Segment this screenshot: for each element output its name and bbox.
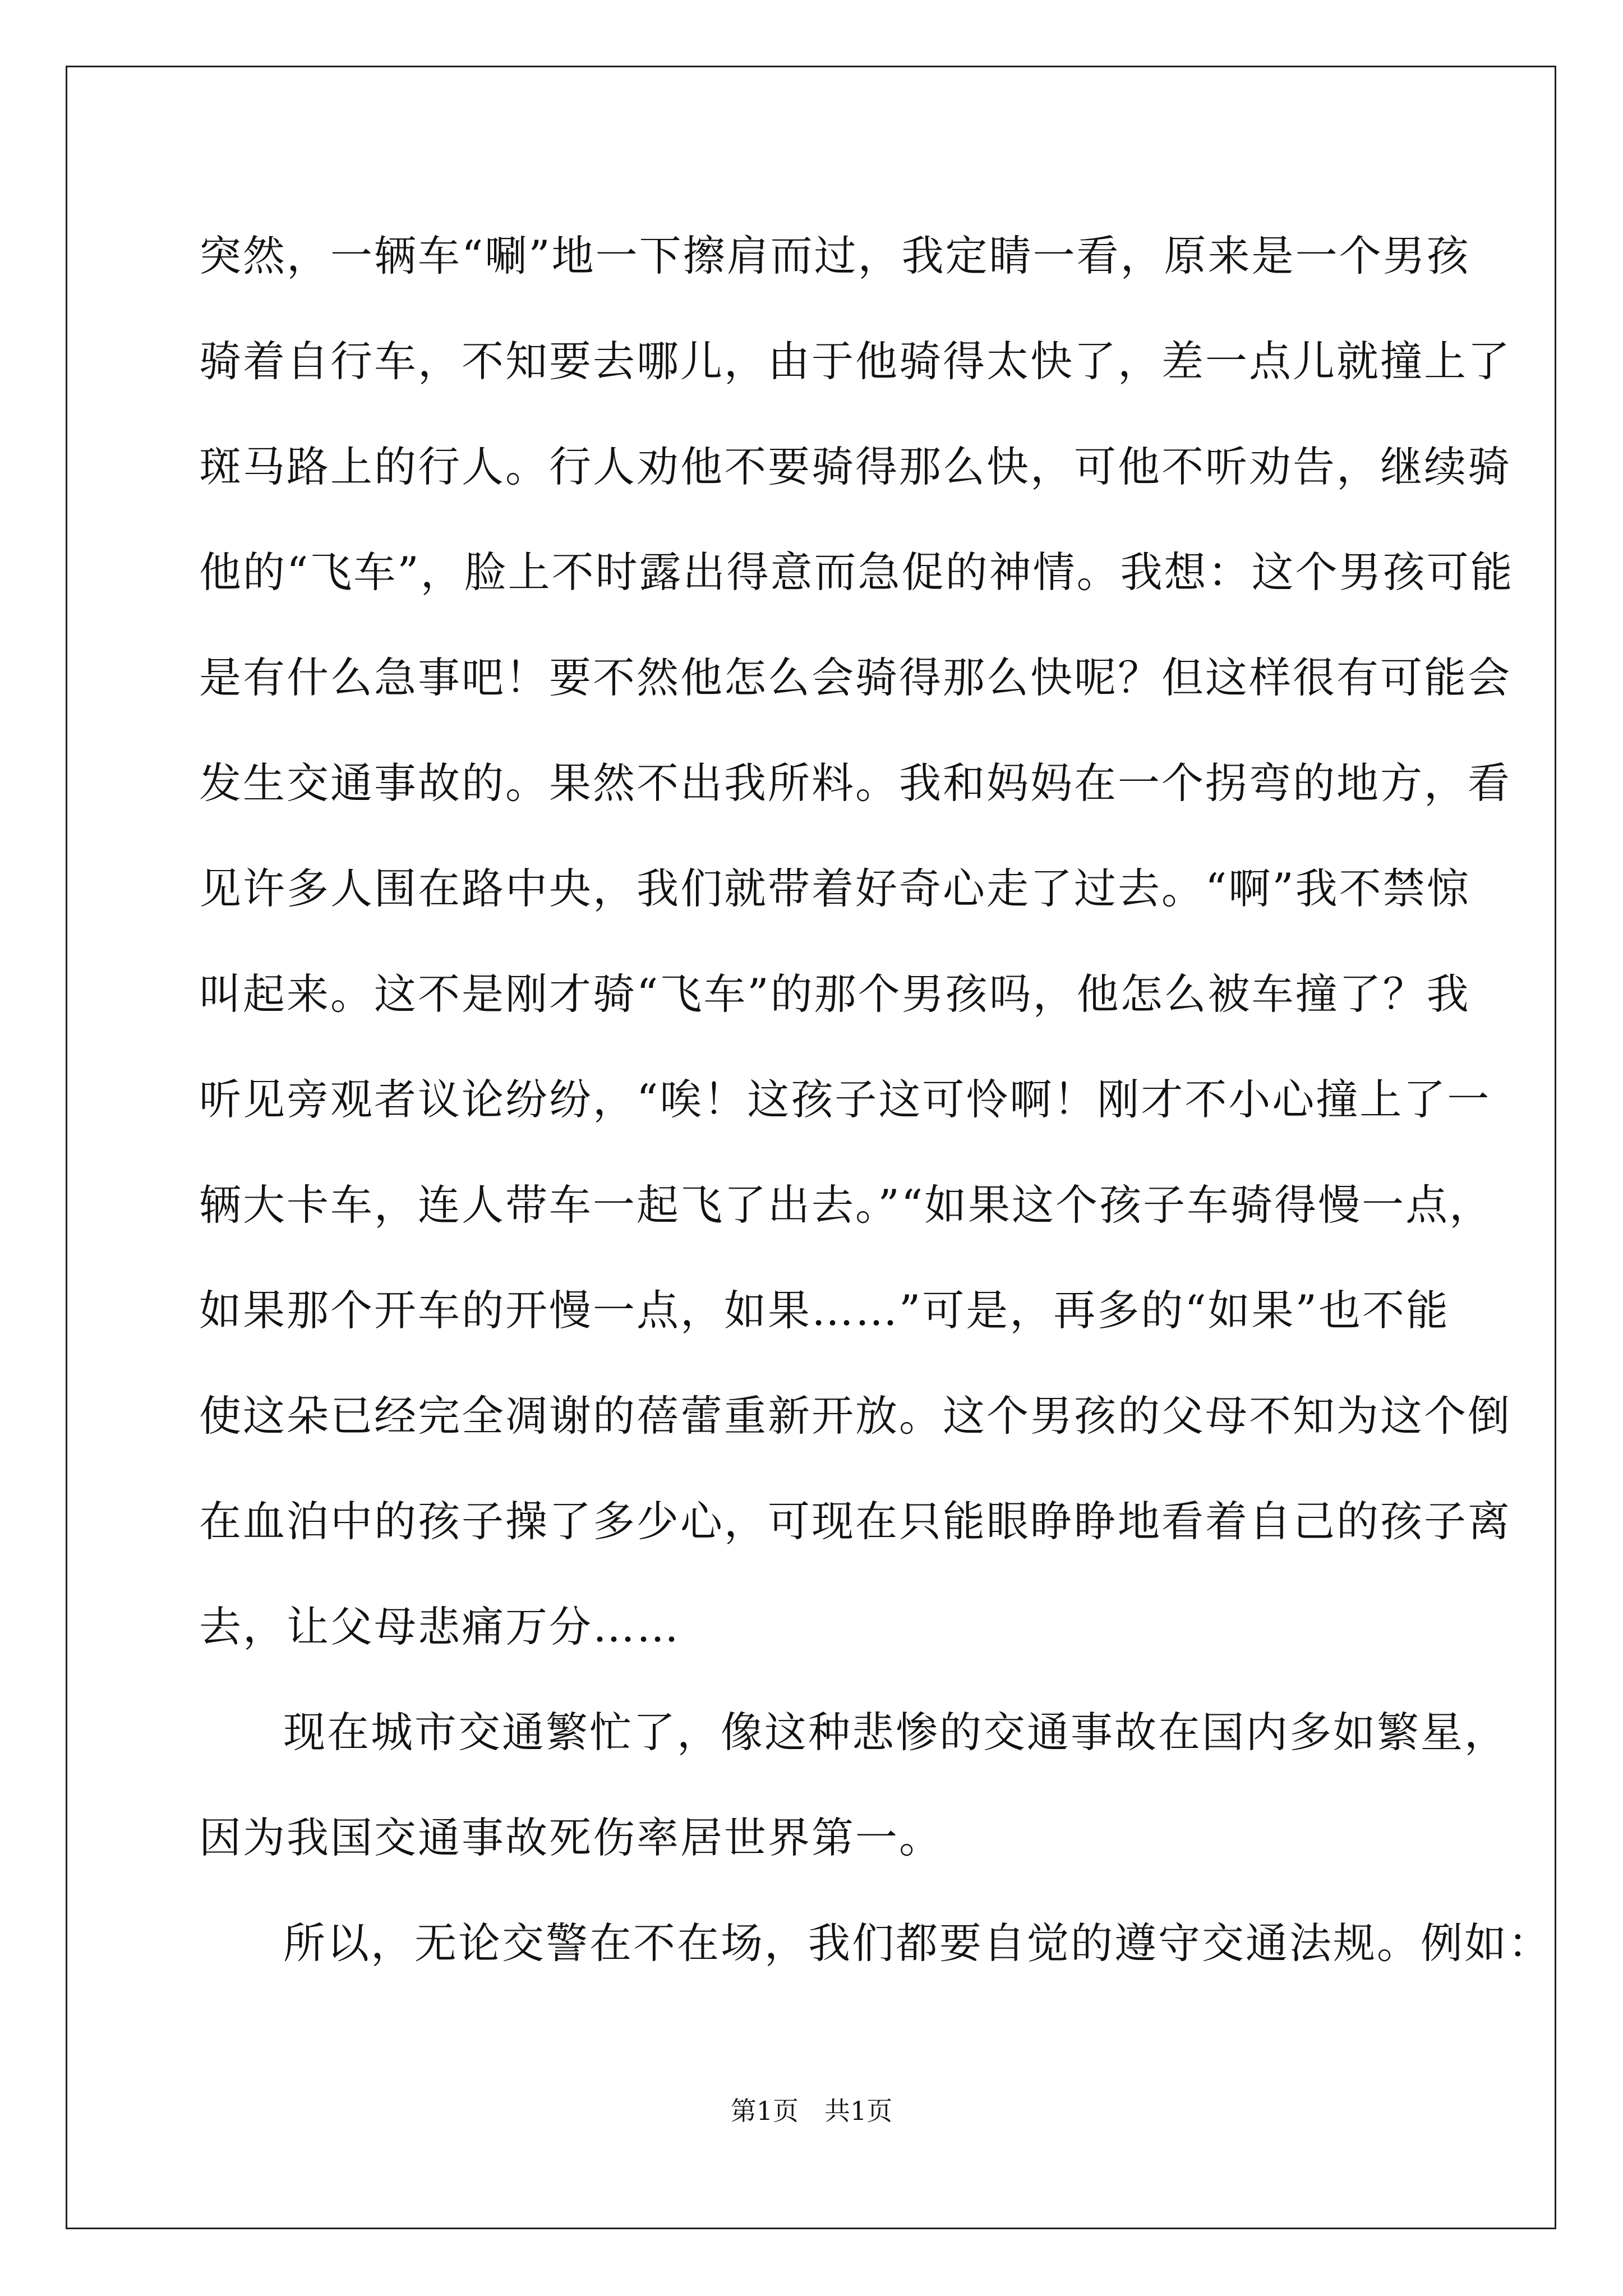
text-line: 如果那个开车的开慢一点，如果……”可是，再多的“如果”也不能 <box>199 1286 1450 1335</box>
paragraph-first-line: 现在城市交通繁忙了，像这种悲惨的交通事故在国内多如繁星， <box>283 1708 1509 1757</box>
text-line: 叫起来。这不是刚才骑“飞车”的那个男孩吗，他怎么被车撞了？我 <box>199 969 1470 1019</box>
page-total: 共1页 <box>824 2096 893 2126</box>
text-line: 他的“飞车”，脸上不时露出得意而急促的神情。我想：这个男孩可能 <box>199 547 1514 597</box>
text-line: 使这朵已经完全凋谢的蓓蕾重新开放。这个男孩的父母不知为这个倒 <box>199 1391 1512 1441</box>
text-line: 听见旁观者议论纷纷，“唉！这孩子这可怜啊！刚才不小心撞上了一 <box>199 1075 1491 1124</box>
text-line: 突然，一辆车“唰”地一下擦肩而过，我定睛一看，原来是一个男孩 <box>199 231 1470 280</box>
text-line: 辆大卡车，连人带车一起飞了出去。”“如果这个孩子车骑得慢一点， <box>199 1180 1493 1230</box>
page-footer <box>0 2094 1623 2128</box>
page-number: 第1页 <box>730 2096 799 2126</box>
text-line: 因为我国交通事故死伤率居世界第一。 <box>199 1813 943 1862</box>
document-body <box>199 203 1552 1996</box>
text-line: 在血泊中的孩子操了多少心，可现在只能眼睁睁地看着自己的孩子离 <box>199 1497 1512 1546</box>
text-line: 去，让父母悲痛万分…… <box>199 1602 681 1651</box>
text-line: 见许多人围在路中央，我们就带着好奇心走了过去。“啊”我不禁惊 <box>199 864 1470 913</box>
paragraph-first-line: 所以，无论交警在不在场，我们都要自觉的遵守交通法规。例如： <box>283 1918 1552 1968</box>
text-line: 斑马路上的行人。行人劝他不要骑得那么快，可他不听劝告，继续骑 <box>199 442 1512 491</box>
text-line: 发生交通事故的。果然不出我所料。我和妈妈在一个拐弯的地方，看 <box>199 758 1512 808</box>
text-line: 骑着自行车，不知要去哪儿，由于他骑得太快了，差一点儿就撞上了 <box>199 337 1512 386</box>
text-line: 是有什么急事吧！要不然他怎么会骑得那么快呢？但这样很有可能会 <box>199 653 1512 702</box>
